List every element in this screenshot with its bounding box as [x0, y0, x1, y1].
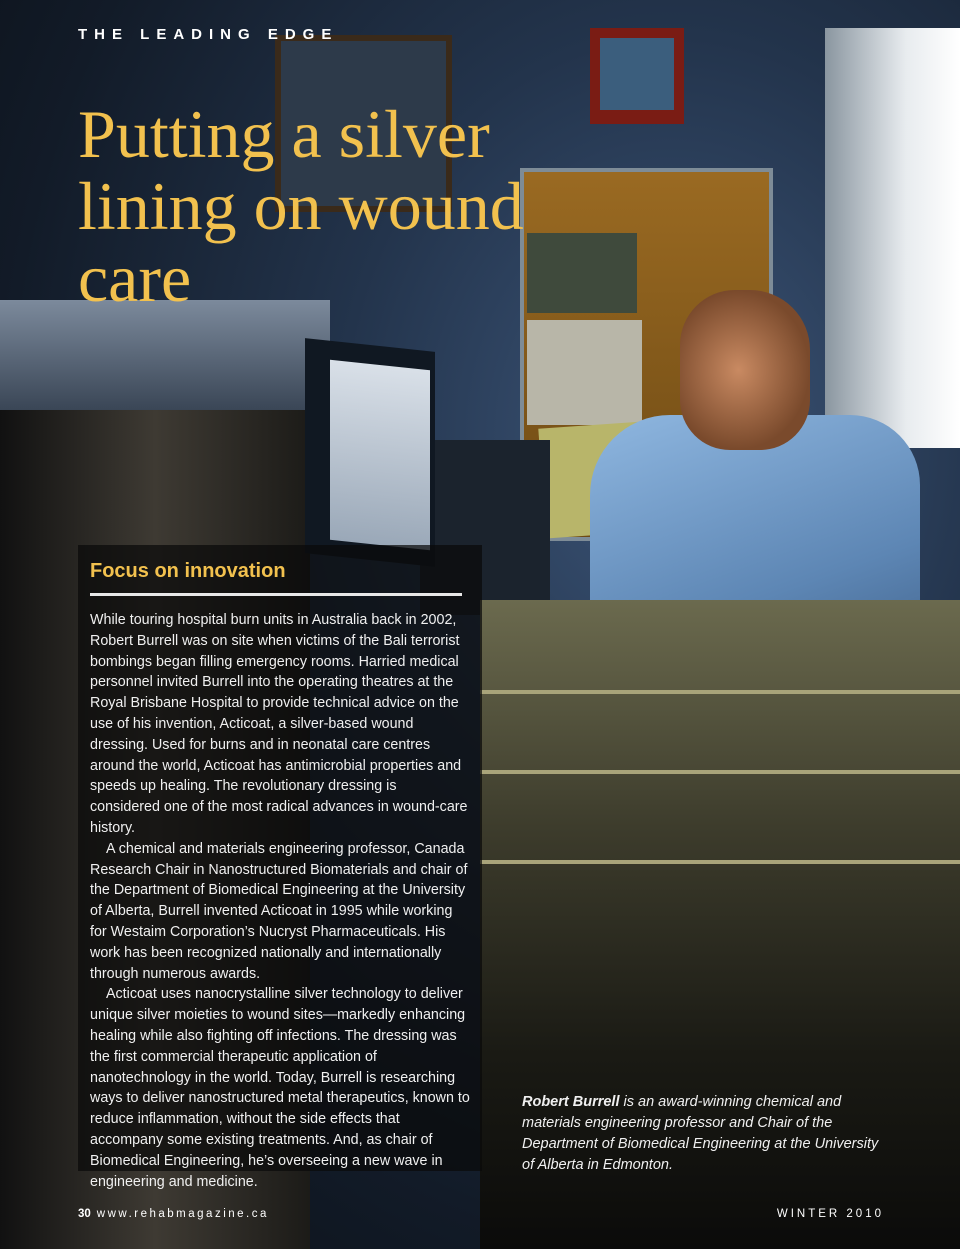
- window-blinds: [825, 28, 960, 448]
- caption-name: Robert Burrell: [522, 1094, 620, 1110]
- paper-edge: [480, 690, 960, 694]
- section-label: THE LEADING EDGE: [78, 26, 339, 43]
- printer: [0, 300, 330, 410]
- issue-label: WINTER 2010: [776, 1208, 884, 1220]
- footer-left: [78, 1208, 269, 1220]
- headline: Putting a silver lining on wound care: [78, 96, 524, 316]
- monitor-screen: [330, 360, 430, 551]
- paper-edge: [480, 860, 960, 864]
- paper-edge: [480, 770, 960, 774]
- corkboard-calendar: [527, 320, 642, 425]
- body-paragraph: While touring hospital burn units in Australia back in 2002, Robert Burrell was on site when victims of the Bali terrorist bombings began filling emergency rooms. Harried medical personnel invited Burrell into the operating theatres at the Royal Brisbane Hospital to provide technical advice on the use of his invention, Acticoat, a silver-based wound dressing. Used for burns and in neonatal care centres around the world, Acticoat has antimicrobial properties and speeds up healing. The revolutionary dressing is considered one of the most radical advances in wound-care history.: [90, 612, 468, 836]
- sidebar-title: Focus on innovation: [90, 559, 462, 596]
- person-head: [680, 290, 810, 450]
- photo-caption: [522, 1092, 892, 1176]
- page-number: 30: [78, 1208, 91, 1220]
- caption-text: is an award-winning chemical and materials engineering professor and Chair of the Department of Biomedical Engineering at the University of Alberta in Edmonton.: [522, 1094, 879, 1173]
- sidebar-box: [78, 545, 482, 1190]
- body-paragraph: Acticoat uses nanocrystalline silver technology to deliver unique silver moieties to wound sites—markedly enhancing healing while also fighting off infections. The dressing was the first commercial therapeutic application of nanotechnology in the world. Today, Burrell is researching ways to deliver nanostructured metal therapeutics, known to reduce inflammation, without the side effects that accompany some existing treatments. And, as chair of Biomedical Engineering, he’s overseeing a new wave in engineering and medicine.: [90, 986, 470, 1190]
- sidebar-body: [90, 610, 470, 1192]
- website-link[interactable]: www.rehabmagazine.ca: [96, 1208, 269, 1220]
- body-paragraph: A chemical and materials engineering professor, Canada Research Chair in Nanostructured Biomaterials and chair of the Department of Biomedical Engineering at the University of Alberta, Burrell invented Acticoat in 1995 while working for Westaim Corporation’s Nucryst Pharmaceuticals. His work has been recognized nationally and internationally through numerous awards.: [90, 840, 468, 982]
- small-frame-picture: [600, 38, 674, 110]
